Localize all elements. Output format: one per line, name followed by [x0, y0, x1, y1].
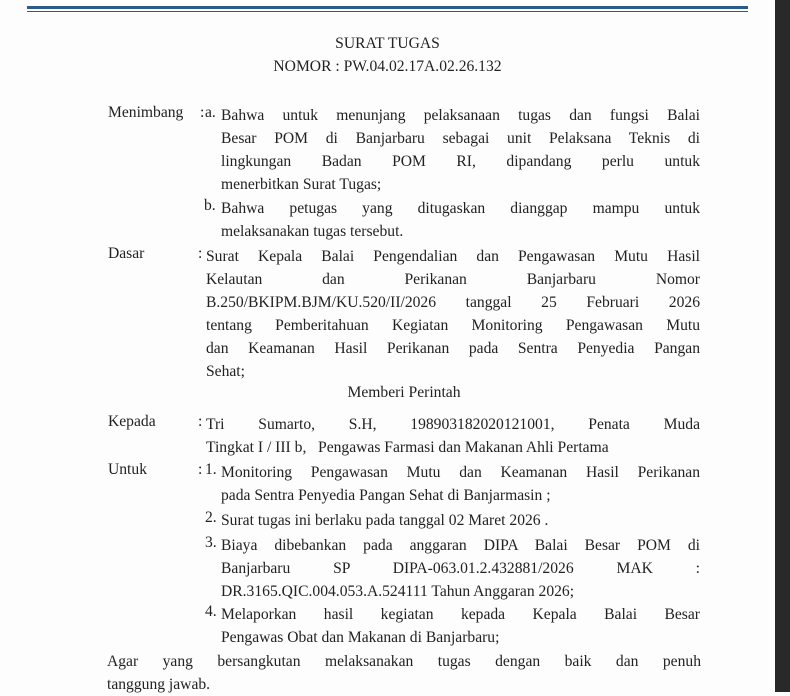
text-line: Monitoring Pengawasan Mutu dan Keamanan Hasil Perikanan	[221, 464, 700, 481]
untuk-item-2	[221, 509, 700, 532]
text-line: Agar yang bersangkutan melaksanakan tugas dengan baik dan penuh	[107, 653, 701, 670]
menimbang-label: Menimbang	[108, 104, 184, 121]
letterhead-rule-thick	[27, 6, 748, 9]
dasar-text	[206, 245, 700, 383]
text-line: Surat tugas ini berlaku pada tanggal 02 Maret 2026 .	[221, 512, 549, 529]
untuk-item-3-marker: 3.	[205, 534, 217, 551]
text-line: Sehat;	[206, 363, 245, 380]
untuk-item-4	[221, 603, 700, 649]
kepada-text	[206, 413, 700, 459]
text-line: Melaporkan hasil kegiatan kepada Kepala Balai Besar	[221, 606, 700, 623]
menimbang-colon: :	[200, 104, 205, 121]
letterhead-rule-thin	[27, 11, 748, 12]
document-number: NOMOR : PW.04.02.17A.02.26.132	[273, 58, 502, 75]
untuk-item-3	[221, 534, 700, 603]
text-line: Surat Kepala Balai Pengendalian dan Pengawasan Mutu Hasil	[206, 248, 700, 265]
text-line: tentang Pemberitahuan Kegiatan Monitoring Pengawasan Mutu	[206, 317, 700, 334]
untuk-item-4-marker: 4.	[205, 603, 217, 620]
text-line: Pengawas Obat dan Makanan di Banjarbaru;	[221, 629, 500, 646]
untuk-colon: :	[198, 461, 203, 478]
memberi-perintah-heading: Memberi Perintah	[347, 384, 461, 401]
kepada-colon: :	[198, 413, 203, 430]
text-line: Biaya dibebankan pada anggaran DIPA Balai Besar POM di	[221, 537, 700, 554]
document-title: SURAT TUGAS	[335, 35, 440, 52]
text-line: Kelautan dan Perikanan Banjarbaru Nomor	[206, 271, 700, 288]
text-line: Bahwa petugas yang ditugaskan dianggap mampu untuk	[221, 200, 700, 217]
untuk-label: Untuk	[108, 461, 147, 478]
untuk-item-1	[221, 461, 700, 507]
kepada-label: Kepada	[108, 413, 156, 430]
text-line: Tri Sumarto, S.H, 198903182020121001, Penata Muda	[206, 416, 700, 433]
text-line: Besar POM di Banjarbaru sebagai unit Pelaksana Teknis di	[221, 130, 700, 147]
closing-paragraph	[107, 650, 701, 696]
dasar-label: Dasar	[108, 245, 145, 262]
menimbang-item-a	[221, 104, 700, 196]
untuk-item-1-marker: 1.	[205, 461, 217, 478]
text-line: menerbitkan Surat Tugas;	[221, 176, 382, 193]
text-line: Tingkat I / III b, Pengawas Farmasi dan Makanan Ahli Pertama	[206, 439, 609, 456]
text-line: melaksanakan tugas tersebut.	[221, 223, 404, 240]
text-line: tanggung jawab.	[107, 676, 211, 693]
text-line: B.250/BKIPM.BJM/KU.520/II/2026 tanggal 25 Februari 2026	[206, 294, 700, 311]
text-line: Bahwa untuk menunjang pelaksanaan tugas dan fungsi Balai	[221, 107, 700, 124]
viewer-side-panel	[775, 0, 790, 692]
untuk-item-2-marker: 2.	[205, 509, 217, 526]
menimbang-item-a-marker: a.	[205, 104, 216, 121]
menimbang-item-b	[221, 197, 700, 243]
text-line: DR.3165.QIC.004.053.A.524111 Tahun Anggaran 2026;	[221, 583, 575, 600]
text-line: lingkungan Badan POM RI, dipandang perlu untuk	[221, 153, 700, 170]
menimbang-item-b-marker: b.	[204, 197, 216, 214]
text-line: pada Sentra Penyedia Pangan Sehat di Banjarmasin ;	[221, 487, 551, 504]
dasar-colon: :	[198, 245, 203, 262]
text-line: dan Keamanan Hasil Perikanan pada Sentra Penyedia Pangan	[206, 340, 700, 357]
text-line: Banjarbaru SP DIPA-063.01.2.432881/2026 MAK :	[221, 560, 700, 577]
